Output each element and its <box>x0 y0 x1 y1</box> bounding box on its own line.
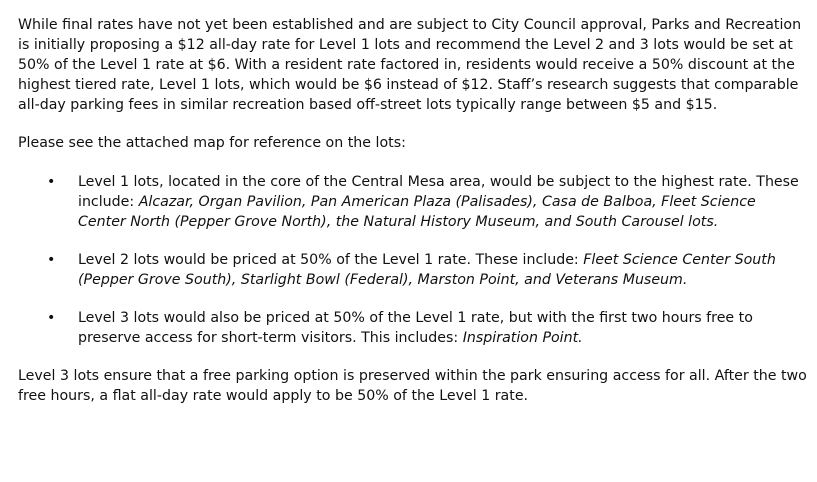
level-3-lots: Inspiration Point. <box>462 330 583 346</box>
level-2-lots: Fleet Science Center South (Pepper Grove South), Starlight Bowl (Federal), Marston Point, and Veterans Museum. <box>78 252 776 288</box>
bullet-marker: • <box>47 310 56 326</box>
intro-paragraph: While final rates have not yet been established and are subject to City Council approval, Parks and Recreation is initially proposing a $12 all-day rate for Level 1 lots and recommend the Level 2 and 3 lots would be set at 50% of the Level 1 rate at $6. With a resident rate factored in, residents would receive a 50% discount at the highest tiered rate, Level 1 lots, which would be $6 instead of $12. Staff’s research suggests that comparable all-day parking fees in similar recreation based off-street lots typically range between $5 and $15. <box>18 17 802 113</box>
closing-paragraph: Level 3 lots ensure that a free parking option is preserved within the park ensuring access for all. After the two free hours, a flat all-day rate would apply to be 50% of the Level 1 rate. <box>18 368 807 404</box>
list-item-level-2 <box>18 250 808 290</box>
lot-levels-list <box>18 172 808 348</box>
list-item-level-1 <box>18 172 808 232</box>
level-1-description: Level 1 lots, located in the core of the Central Mesa area, would be subject to the highest rate. These include: <box>78 174 799 210</box>
level-1-lots: Alcazar, Organ Pavilion, Pan American Plaza (Palisades), Casa de Balboa, Fleet Science Center North (Pepper Grove North), the Natural History Museum, and South Carousel lots. <box>78 194 756 230</box>
bullet-marker: • <box>47 252 56 268</box>
level-2-description: Level 2 lots would be priced at 50% of the Level 1 rate. These include: <box>78 252 584 268</box>
document-body <box>18 15 808 406</box>
bullet-marker: • <box>47 174 56 190</box>
list-item-level-3 <box>18 308 808 348</box>
map-reference-paragraph: Please see the attached map for reference on the lots: <box>18 135 406 151</box>
level-3-description: Level 3 lots would also be priced at 50% of the Level 1 rate, but with the first two hours free to preserve access for short-term visitors. This includes: <box>78 310 753 346</box>
